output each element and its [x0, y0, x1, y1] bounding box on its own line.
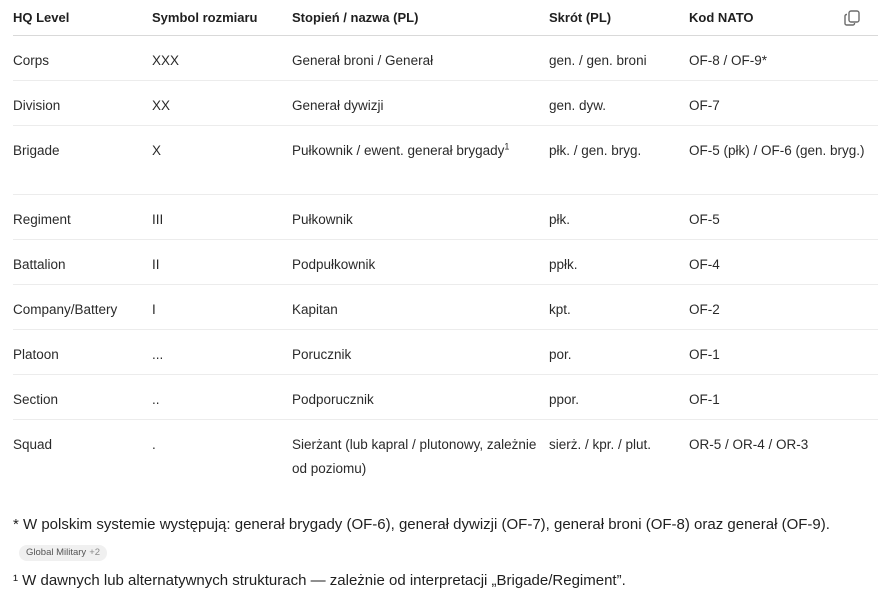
- cell-abbreviation: ppor.: [549, 375, 689, 420]
- cell-hq-level: Regiment: [13, 195, 152, 240]
- cell-symbol: II: [152, 240, 292, 285]
- cell-symbol: III: [152, 195, 292, 240]
- rank-name-text: Pułkownik / ewent. generał brygady: [292, 143, 505, 158]
- cell-rank-name: Generał broni / Generał: [292, 36, 549, 81]
- table-header-row: [13, 0, 878, 36]
- cell-abbreviation: płk.: [549, 195, 689, 240]
- header-nato-code: Kod NATO: [689, 0, 878, 36]
- cell-abbreviation: ppłk.: [549, 240, 689, 285]
- footnote-generals: [13, 511, 873, 567]
- cell-rank-name: Porucznik: [292, 330, 549, 375]
- cell-symbol: X: [152, 126, 292, 195]
- cell-nato-code: OF-5: [689, 195, 878, 240]
- source-badge[interactable]: [19, 545, 107, 561]
- table-row: [13, 420, 878, 492]
- cell-hq-level: Section: [13, 375, 152, 420]
- header-symbol: Symbol rozmiaru: [152, 0, 292, 36]
- cell-symbol: ..: [152, 375, 292, 420]
- cell-nato-code: OF-7: [689, 81, 878, 126]
- source-badge-label: Global Military: [26, 547, 87, 558]
- table-row: [13, 330, 878, 375]
- table-row: [13, 36, 878, 81]
- footnote-generals-text: * W polskim systemie występują: generał brygady (OF-6), generał dywizji (OF-7), generał broni (OF-8) oraz generał (OF-9).: [13, 516, 830, 533]
- footnote-alternative: ¹ W dawnych lub alternatywnych strukturach — zależnie od interpretacji „Brigade/Regiment”.: [13, 572, 626, 589]
- table-row: [13, 81, 878, 126]
- table-row: [13, 195, 878, 240]
- cell-abbreviation: sierż. / kpr. / plut.: [549, 437, 652, 452]
- table-row: [13, 375, 878, 420]
- cell-symbol: XXX: [152, 36, 292, 81]
- cell-hq-level: Company/Battery: [13, 285, 152, 330]
- ranks-table: [13, 0, 878, 491]
- cell-hq-level: Battalion: [13, 240, 152, 285]
- source-badge-count: +2: [89, 547, 101, 558]
- header-rank-name: Stopień / nazwa (PL): [292, 0, 549, 36]
- cell-nato-code: OF-4: [689, 240, 878, 285]
- cell-abbreviation: gen. dyw.: [549, 81, 689, 126]
- cell-nato-code: OF-5 (płk) / OF-6 (gen. bryg.): [689, 126, 878, 195]
- cell-rank-name: Pułkownik: [292, 195, 549, 240]
- footnotes: [13, 511, 873, 595]
- cell-rank-name: Podporucznik: [292, 375, 549, 420]
- footnote-marker: 1: [504, 141, 510, 152]
- cell-hq-level: Squad: [13, 437, 53, 452]
- cell-rank-name: [292, 126, 549, 195]
- cell-symbol: .: [152, 437, 156, 452]
- table-row: [13, 126, 878, 195]
- cell-nato-code: OR-5 / OR-4 / OR-3: [689, 437, 809, 452]
- cell-symbol: ...: [152, 330, 292, 375]
- cell-hq-level: Division: [13, 81, 152, 126]
- header-abbreviation: Skrót (PL): [549, 0, 689, 36]
- table-row: [13, 285, 878, 330]
- cell-nato-code: OF-2: [689, 285, 878, 330]
- copy-icon: [843, 9, 861, 27]
- cell-hq-level: Brigade: [13, 126, 152, 195]
- table-row: [13, 240, 878, 285]
- cell-abbreviation: płk. / gen. bryg.: [549, 126, 689, 195]
- cell-symbol: XX: [152, 81, 292, 126]
- cell-nato-code: OF-8 / OF-9*: [689, 36, 878, 81]
- cell-abbreviation: gen. / gen. broni: [549, 36, 689, 81]
- cell-rank-name: Podpułkownik: [292, 240, 549, 285]
- cell-rank-name: Kapitan: [292, 285, 549, 330]
- cell-abbreviation: kpt.: [549, 285, 689, 330]
- header-hq-level: HQ Level: [13, 0, 152, 36]
- cell-abbreviation: por.: [549, 330, 689, 375]
- cell-rank-name: Sierżant (lub kapral / plutonowy, zależnie od poziomu): [292, 437, 537, 476]
- cell-rank-name: Generał dywizji: [292, 81, 549, 126]
- copy-table-button[interactable]: [843, 9, 861, 27]
- cell-symbol: I: [152, 285, 292, 330]
- cell-hq-level: Corps: [13, 36, 152, 81]
- cell-nato-code: OF-1: [689, 330, 878, 375]
- cell-hq-level: Platoon: [13, 330, 152, 375]
- cell-nato-code: OF-1: [689, 375, 878, 420]
